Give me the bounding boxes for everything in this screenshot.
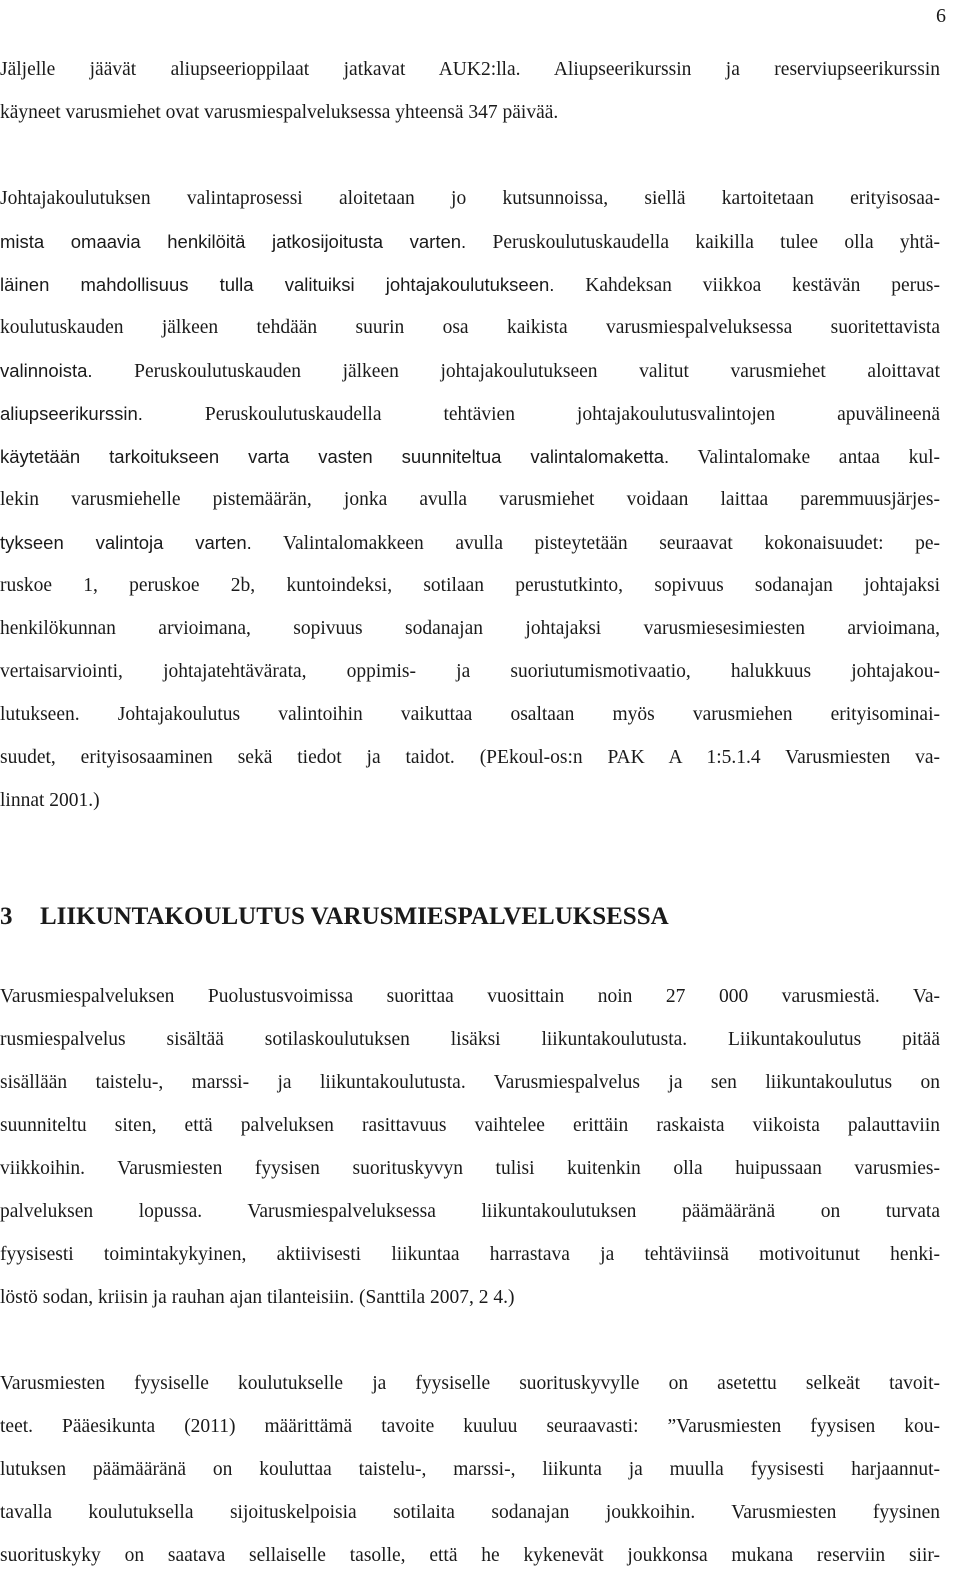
paragraph-3-line-2: rusmiespalvelus sisältää sotilaskoulutuksen lisäksi liikuntakoulutusta. Liikuntakoulutus pitää xyxy=(0,1029,940,1050)
paragraph-2-line-1: Johtajakoulutuksen valintaprosessi aloitetaan jo kutsunnoissa, siellä kartoitetaan erityisosaa- xyxy=(0,188,940,209)
paragraph-2-line-5 xyxy=(0,357,940,386)
paragraph-2-line-13: lutukseen. Johtajakoulutus valintoihin vaikuttaa osaltaan myös varusmiehen erityisominai- xyxy=(0,704,940,725)
paragraph-2-line-9 xyxy=(0,529,940,558)
paragraph-2-line-2 xyxy=(0,228,940,257)
paragraph-2-line-11: henkilökunnan arvioimana, sopivuus sodanajan johtajaksi varusmiesesimiesten arvioimana, xyxy=(0,618,940,639)
paragraph-4-line-1: Varusmiesten fyysiselle koulutukselle ja fyysiselle suorituskyvylle on asetettu selkeät tavoit- xyxy=(0,1373,940,1394)
paragraph-2-line-7 xyxy=(0,443,940,472)
serif-text-segment: Valintalomake antaa kul- xyxy=(669,447,941,468)
paragraph-3-line-6: palveluksen lopussa. Varusmiespalveluksessa liikuntakoulutuksen päämääränä on turvata xyxy=(0,1201,940,1222)
paragraph-3-line-5: viikkoihin. Varusmiesten fyysisen suorituskyvyn tulisi kuitenkin olla huipussaan varusmies- xyxy=(0,1158,940,1179)
paragraph-4-line-2: teet. Pääesikunta (2011) määrittämä tavoite kuuluu seuraavasti: ”Varusmiesten fyysisen kou- xyxy=(0,1416,940,1437)
paragraph-3-line-7: fyysisesti toimintakykyinen, aktiivisesti liikuntaa harrastava ja tehtäviinsä motivoitunut henki- xyxy=(0,1244,940,1265)
serif-text-segment: Kahdeksan viikkoa kestävän perus- xyxy=(554,275,940,296)
paragraph-2-line-15: linnat 2001.) xyxy=(0,790,100,811)
paragraph-3-line-4: suunniteltu siten, että palveluksen rasittavuus vaihtelee erittäin raskaista viikoista palauttaviin xyxy=(0,1115,940,1136)
sans-text-segment: läinen mahdollisuus tulla valituiksi johtajakoulutukseen. xyxy=(0,274,555,295)
paragraph-2-line-4: koulutuskauden jälkeen tehdään suurin osa kaikista varusmiespalveluksessa suoritettavista xyxy=(0,317,940,338)
paragraph-2-line-6 xyxy=(0,400,940,429)
serif-text-segment: Peruskoulutuskaudella kaikilla tulee olla yhtä- xyxy=(466,232,940,253)
paragraph-1-line-2: käyneet varusmiehet ovat varusmiespalveluksessa yhteensä 347 päivää. xyxy=(0,102,559,123)
page-number: 6 xyxy=(936,5,946,27)
paragraph-4-line-4: tavalla koulutuksella sijoituskelpoisia sotilaita sodanajan joukkoihin. Varusmiesten fyysinen xyxy=(0,1502,940,1523)
serif-text-segment: Valintalomakkeen avulla pisteytetään seuraavat kokonaisuudet: pe- xyxy=(251,533,940,554)
paragraph-4-line-3: lutuksen päämääränä on kouluttaa taistelu-, marssi-, liikunta ja muulla fyysisesti harjaannut- xyxy=(0,1459,940,1480)
sans-text-segment: aliupseerikurssin. xyxy=(0,403,143,424)
serif-text-segment: Peruskoulutuskaudella tehtävien johtajakoulutusvalintojen apuvälineenä xyxy=(142,404,940,425)
paragraph-4-line-5: suorituskyky on saatava sellaiselle tasolle, että he kykenevät joukkonsa mukana reserviin siir- xyxy=(0,1545,940,1566)
sans-text-segment: mista omaavia henkilöitä jatkosijoitusta varten. xyxy=(0,231,467,252)
serif-text-segment: Peruskoulutuskauden jälkeen johtajakoulutukseen valitut varusmiehet aloittavat xyxy=(92,361,940,382)
sans-text-segment: valinnoista. xyxy=(0,360,93,381)
sans-text-segment: käytetään tarkoitukseen varta vasten suunniteltua valintalomaketta. xyxy=(0,446,670,467)
section-number: 3 xyxy=(0,903,13,930)
paragraph-3-line-3: sisällään taistelu-, marssi- ja liikuntakoulutusta. Varusmiespalvelus ja sen liikuntakoulutus on xyxy=(0,1072,940,1093)
paragraph-3-line-8: löstö sodan, kriisin ja rauhan ajan tilanteisiin. (Santtila 2007, 2 4.) xyxy=(0,1287,515,1308)
paragraph-2-line-14: suudet, erityisosaaminen sekä tiedot ja taidot. (PEkoul-os:n PAK A 1:5.1.4 Varusmiesten va- xyxy=(0,747,940,768)
paragraph-2-line-8: lekin varusmiehelle pistemäärän, jonka avulla varusmiehet voidaan laittaa paremmuusjärjes- xyxy=(0,489,940,510)
sans-text-segment: tykseen valintoja varten. xyxy=(0,532,252,553)
paragraph-2-line-3 xyxy=(0,271,940,300)
section-heading xyxy=(0,900,940,934)
paragraph-3-line-1: Varusmiespalveluksen Puolustusvoimissa suorittaa vuosittain noin 27 000 varusmiestä. Va- xyxy=(0,986,940,1007)
paragraph-2-line-10: ruskoe 1, peruskoe 2b, kuntoindeksi, sotilaan perustutkinto, sopivuus sodanajan johtajaksi xyxy=(0,575,940,596)
section-title: LIIKUNTAKOULUTUS VARUSMIESPALVELUKSESSA xyxy=(40,903,669,930)
paragraph-2-line-12: vertaisarviointi, johtajatehtävärata, oppimis- ja suoriutumismotivaatio, halukkuus johtajakou- xyxy=(0,661,940,682)
paragraph-1-line-1: Jäljelle jäävät aliupseerioppilaat jatkavat AUK2:lla. Aliupseerikurssin ja reserviupseerikurssin xyxy=(0,59,940,80)
